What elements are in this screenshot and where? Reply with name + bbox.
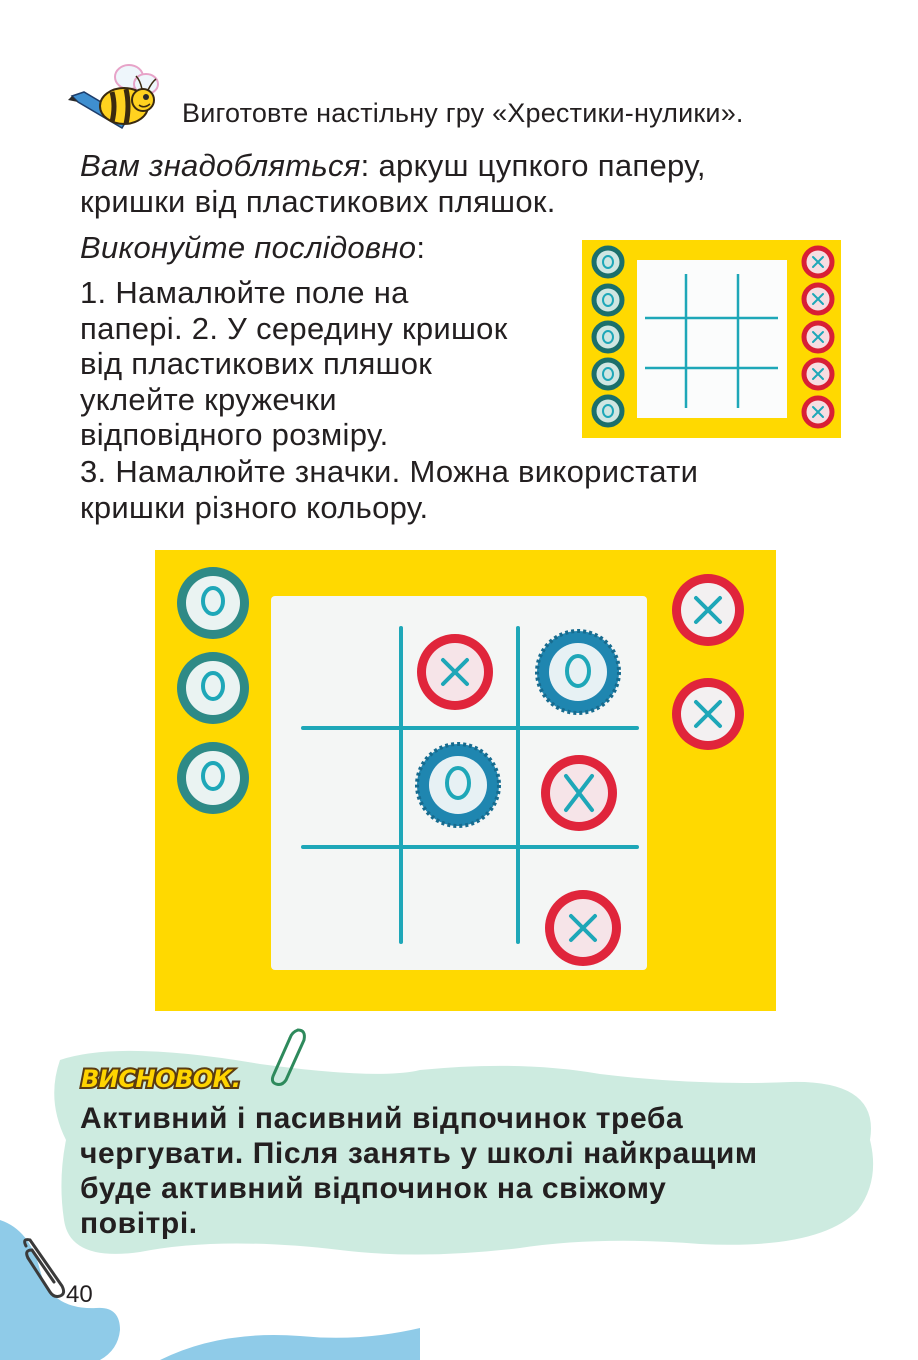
task-intro: Виготовте настільну гру «Хрестики-нулики». [182, 98, 744, 128]
large-game-photo [155, 550, 776, 1011]
conclusion-line: чергувати. Після занять у школі найкращим [80, 1137, 758, 1170]
steps-text [80, 275, 508, 453]
steps-heading: Виконуйте послідовно: [80, 230, 426, 265]
step-line: уклейте кружечки [80, 381, 337, 417]
paperclip-icon [262, 1024, 312, 1088]
conclusion-line: повітрі. [80, 1207, 198, 1240]
step-line: від пластикових пляшок [80, 346, 433, 381]
board-o-cap [537, 631, 619, 713]
spare-o-cap [177, 652, 249, 724]
board-x-cap [545, 890, 621, 966]
step-line: папері. 2. У середину кришок [80, 310, 508, 346]
step-line: 1. Намалюйте поле на [80, 275, 409, 310]
step3-text [80, 454, 698, 525]
spare-x-cap [672, 678, 744, 750]
board-o-cap [417, 744, 499, 826]
step-line: відповідного розміру. [80, 417, 389, 452]
spare-o-cap [177, 567, 249, 639]
paperclip-icon [16, 1236, 70, 1302]
small-game-photo [582, 240, 841, 438]
step-line: 3. Намалюйте значки. Можна використати [80, 454, 699, 489]
small-spare-o-column [594, 248, 622, 425]
materials-text: Вам знадобляться: аркуш цупкого паперу, кришки від пластикових пляшок. [80, 148, 706, 219]
svg-text:ВИСНОВОК.: ВИСНОВОК. [81, 1065, 241, 1093]
conclusion-line: буде активний відпочинок на свіжому [80, 1172, 667, 1205]
board-x-cap [541, 755, 617, 831]
bee-pencil-icon [66, 62, 166, 142]
small-spare-x-column [804, 248, 832, 426]
board-x-cap [417, 634, 493, 710]
spare-o-cap [177, 742, 249, 814]
step-line: кришки різного кольору. [80, 489, 429, 525]
spare-x-cap [672, 574, 744, 646]
page-number: 40 [66, 1281, 93, 1308]
conclusion-line: Активний і пасивний відпочинок треба [80, 1102, 684, 1135]
conclusion-badge [78, 1058, 264, 1094]
